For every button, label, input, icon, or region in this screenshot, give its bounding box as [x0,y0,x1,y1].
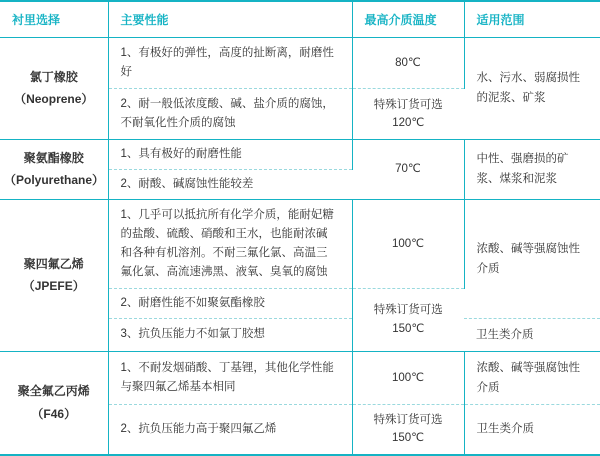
feature-cell: 2、耐磨性能不如聚氨酯橡胶 [108,288,352,318]
temperature-note: 特殊订货可选 [373,98,443,111]
scope-cell: 卫生类介质 [464,318,600,351]
scope-cell: 中性、强磨损的矿浆、煤浆和泥浆 [464,139,600,199]
temperature-value: 100℃ [391,237,425,250]
scope-cell: 水、污水、弱腐损性的泥浆、矿浆 [464,38,600,140]
table-row [0,199,600,288]
temperature-value: 70℃ [395,163,421,176]
material-name-cell [0,38,108,140]
temperature-cell [352,199,464,288]
material-name-en: （Polyurethane） [4,173,105,188]
temperature-value: 120℃ [392,116,425,129]
table-header [0,1,600,38]
scope-cell: 浓酸、碱等强腐蚀性介质 [464,199,600,318]
temperature-cell [352,88,464,139]
column-header-performance: 主要性能 [108,1,352,38]
temperature-cell [352,351,464,404]
feature-cell: 3、抗负压能力不如氯丁胶想 [108,318,352,351]
temperature-value: 150℃ [391,432,425,445]
temperature-note: 特殊订货可选 [373,304,443,317]
temperature-value: 150℃ [392,322,425,335]
scope-cell: 卫生类介质 [476,423,534,436]
column-header-max-temp: 最高介质温度 [352,1,464,38]
material-name-en: （Neoprene） [14,92,94,107]
table-row [0,38,600,89]
material-name: 聚全氟乙丙烯 [17,384,90,398]
feature-cell: 1、不耐发烟硝酸、丁基锂，其他化学性能与聚四氟乙烯基本相同 [108,351,352,404]
feature-cell: 1、几乎可以抵抗所有化学介质，能耐妃糖的盐酸、硫酸、硝酸和王水，也能耐浓碱和各种有机溶剂。不耐三氟化氯、高温三氟化氯、高流速沸黑、液氧、臭氧的腐蚀 [108,199,352,288]
column-header-lining: 衬里选择 [0,1,108,38]
material-name-cell [0,199,108,351]
feature-cell: 2、耐一般低浓度酸、碱、盐介质的腐蚀，不耐氧化性介质的腐蚀 [108,88,352,139]
scope-cell: 浓酸、碱等强腐蚀性介质 [464,351,600,404]
feature-cell: 1、具有极好的耐磨性能 [108,139,352,169]
material-name-cell [0,351,108,455]
temperature-cell [352,288,464,351]
column-header-scope: 适用范围 [464,1,600,38]
material-name: 氯丁橡胶 [29,69,78,84]
material-name-en: （F46） [31,406,77,421]
material-name: 聚氨酯橡胶 [23,150,84,165]
material-name: 聚四氟乙烯 [23,256,84,271]
table-body [0,38,600,455]
table-header-row [0,1,600,38]
material-name-cell [0,139,108,199]
table-row [0,351,600,404]
material-name-en: （JPEFE） [22,279,85,294]
temperature-cell [352,38,464,89]
feature-cell: 2、耐酸、碱腐蚀性能较差 [108,169,352,199]
temperature-cell [352,405,464,455]
feature-cell: 1、有极好的弹性，高度的扯断离，耐磨性好 [108,38,352,89]
temperature-value: 100℃ [391,371,425,384]
temperature-cell [352,139,464,199]
feature-cell: 2、抗负压能力高于聚四氟乙烯 [108,405,352,455]
table-row [0,139,600,169]
temperature-note: 特殊订货可选 [373,414,443,427]
temperature-value: 80℃ [395,56,421,69]
